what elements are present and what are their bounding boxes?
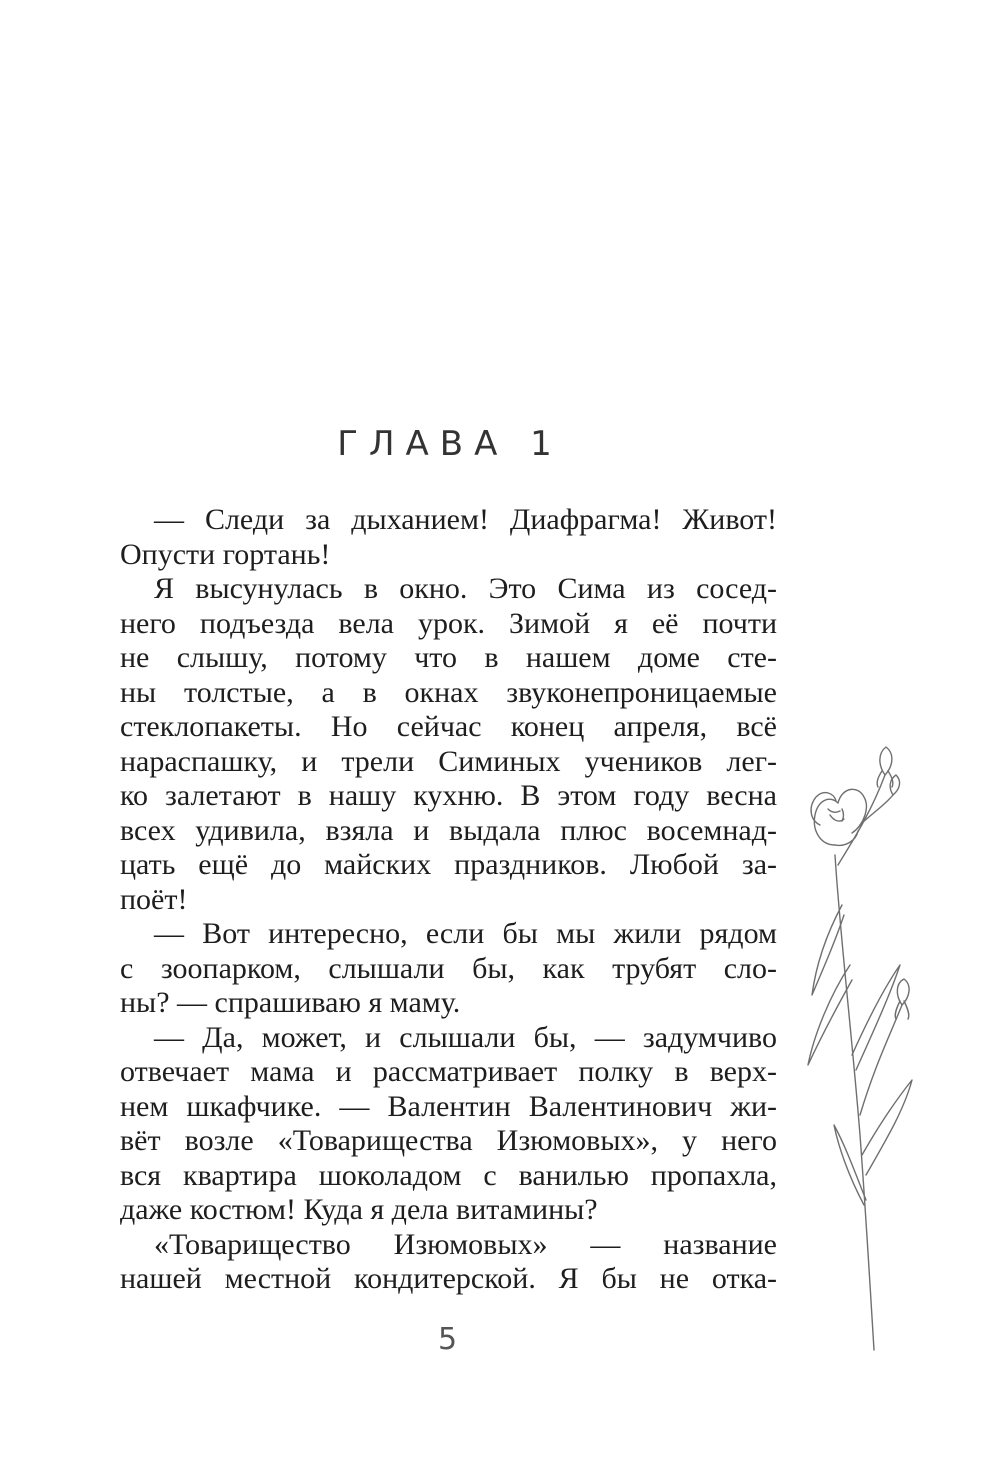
chapter-title: ГЛАВА 1 — [337, 424, 563, 464]
text-line: стеклопакеты. Но сейчас конец апреля, всё — [120, 710, 777, 743]
text-line: нем шкафчике. — Валентин Валентинович жи- — [120, 1089, 777, 1123]
text-line: — Следи за дыханием! Диафрагма! Живот! — [154, 503, 777, 536]
text-line: всех удивила, взяла и выдала плюс восемнад- — [120, 813, 777, 847]
text-line: даже костюм! Куда я дела витамины? — [120, 1193, 598, 1226]
text-line: ко залетают в нашу кухню. В этом году весна — [120, 779, 777, 812]
body-text — [120, 503, 777, 1297]
text-line: ны? — спрашиваю я маму. — [120, 986, 461, 1019]
text-line: поёт! — [120, 882, 188, 916]
text-line: вёт возле «Товарищества Изюмовых», у него — [120, 1124, 777, 1157]
text-line: — Да, может, и слышали бы, — задумчиво — [154, 1020, 777, 1054]
page-number: 5 — [437, 1322, 458, 1357]
text-line: цать ещё до майских праздников. Любой за- — [120, 848, 777, 881]
text-line: Опусти гортань! — [120, 537, 331, 571]
text-line: с зоопарком, слышали бы, как трубят сло- — [120, 951, 777, 985]
text-line: вся квартира шоколадом с ванилью пропахла, — [120, 1158, 777, 1192]
text-line: него подъезда вела урок. Зимой я её почти — [120, 606, 777, 640]
text-line: ны толстые, а в окнах звуконепроницаемые — [120, 675, 777, 709]
flower-icon — [790, 735, 930, 1360]
text-line: не слышу, потому что в нашем доме сте- — [120, 641, 777, 674]
text-line: — Вот интересно, если бы мы жили рядом — [154, 917, 777, 950]
text-line: «Товарищество Изюмовых» — название — [154, 1227, 777, 1261]
text-line: нараспашку, и трели Симиных учеников лег- — [120, 744, 777, 778]
text-line: нашей местной кондитерской. Я бы не отка- — [120, 1262, 777, 1295]
text-line: Я высунулась в окно. Это Сима из сосед- — [154, 572, 777, 605]
text-line: отвечает мама и рассматривает полку в верх- — [120, 1055, 777, 1088]
